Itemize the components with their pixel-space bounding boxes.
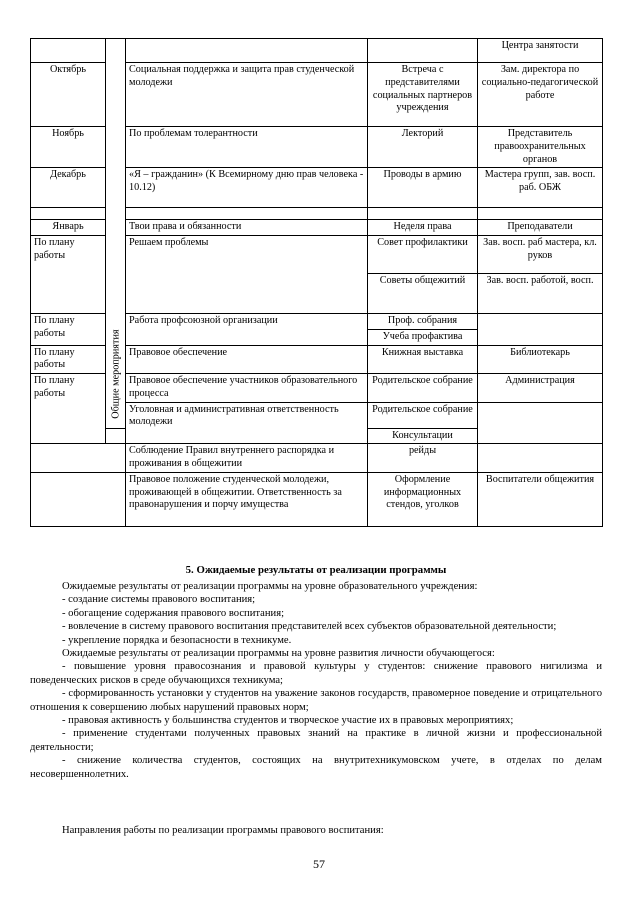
table-cell: Учеба профактива (368, 329, 478, 345)
table-cell: Центра занятости (478, 39, 603, 63)
table-cell (478, 402, 603, 444)
paragraph: - снижение количества студентов, состоящих на внутритехникумовском учете, в отделах по делам несовершеннолетних. (30, 755, 602, 780)
results-text (30, 580, 602, 781)
table-row (31, 472, 603, 526)
table-cell: Оформление информационных стендов, уголков (368, 472, 478, 526)
paragraph: - применение студентами полученных правовых знаний на практике в личной жизни и профессиональной деятельности; (30, 728, 602, 753)
events-table (30, 38, 603, 527)
table-cell: Родительское собрание (368, 374, 478, 403)
table-cell: Правовое обеспечение участников образовательного процесса (126, 374, 368, 403)
paragraph: - укрепление порядка и безопасности в техникуме. (62, 634, 292, 646)
table-cell (478, 314, 603, 346)
vertical-label: Общие мероприятия (110, 329, 122, 419)
paragraph: Ожидаемые результаты от реализации программы на уровне развития личности обучающегося: (62, 648, 495, 660)
table-cell: По плану работы (31, 314, 106, 346)
table-cell: Советы общежитий (368, 274, 478, 314)
table-cell: Совет профилактики (368, 236, 478, 274)
table-cell: Решаем проблемы (126, 236, 368, 314)
table-cell: Правовое положение студенческой молодежи, проживающей в общежитии. Ответственность за правонарушения и порчу имущества (126, 472, 368, 526)
table-cell: Неделя права (368, 220, 478, 236)
table-cell: Проводы в армию (368, 168, 478, 208)
table-cell: Книжная выставка (368, 345, 478, 374)
table-cell (31, 208, 106, 220)
table-cell: Родительское собрание (368, 402, 478, 428)
table-cell (126, 39, 368, 63)
table-cell: По проблемам толерантности (126, 127, 368, 168)
table-cell: По плану работы (31, 236, 106, 314)
table-cell (368, 208, 478, 220)
table-cell: Соблюдение Правил внутреннего распорядка и проживания в общежитии (126, 444, 368, 473)
paragraph: Ожидаемые результаты от реализации программы на уровне образовательного учреждения: (62, 581, 478, 592)
table-cell (478, 208, 603, 220)
table-cell: Воспитатели общежития (478, 472, 603, 526)
table-cell: Работа профсоюзной организации (126, 314, 368, 346)
table-cell (31, 472, 126, 526)
table-cell: Уголовная и административная ответственность молодежи (126, 402, 368, 444)
table-cell (478, 444, 603, 473)
table-cell: Декабрь (31, 168, 106, 208)
table-cell (31, 39, 106, 63)
table-row (31, 39, 603, 63)
paragraph: - правовая активность у большинства студентов и творческое участие их в правовых мероприятиях; (62, 715, 514, 727)
table-cell: Ноябрь (31, 127, 106, 168)
table-cell: рейды (368, 444, 478, 473)
table-cell: Зам. директора по социально-педагогической работе (478, 63, 603, 127)
paragraph: - повышение уровня правосознания и правовой культуры у студентов: снижение правового нигилизма и поведенческих рисков в среде обучающихся техникума; (30, 661, 602, 686)
table-cell (106, 428, 126, 444)
table-cell: «Я – гражданин» (К Всемирному дню прав человека - 10.12) (126, 168, 368, 208)
paragraph: - создание системы правового воспитания; (62, 594, 256, 606)
closing-text (30, 824, 602, 837)
table-cell: Зав. восп. работой, восп. (478, 274, 603, 314)
table-cell: Зав. восп. раб мастера, кл. руков (478, 236, 603, 274)
table-cell: Январь (31, 220, 106, 236)
table-cell: Консультации (368, 428, 478, 444)
table-row (31, 444, 603, 473)
table-cell: Правовое обеспечение (126, 345, 368, 374)
table-cell (368, 39, 478, 63)
paragraph: Направления работы по реализации программы правового воспитания: (62, 825, 384, 836)
table-cell: Октябрь (31, 63, 106, 127)
table-cell: Мастера групп, зав. восп. раб. ОБЖ (478, 168, 603, 208)
table-cell: Проф. собрания (368, 314, 478, 330)
table-cell: Лекторий (368, 127, 478, 168)
table-cell (31, 444, 126, 473)
section-title: 5. Ожидаемые результаты от реализации программы (185, 564, 447, 576)
table-cell: Библиотекарь (478, 345, 603, 374)
table-cell: Социальная поддержка и защита прав студенческой молодежи (126, 63, 368, 127)
paragraph: - сформированность установки у студентов на уважение законов государств, правомерное поведение и отрицательного отношения к совершению любых нарушений правовых норм; (30, 688, 602, 713)
table-cell: По плану работы (31, 345, 106, 374)
table-cell: Твои права и обязанности (126, 220, 368, 236)
table-cell: Преподаватели (478, 220, 603, 236)
vertical-label-cell (106, 39, 126, 429)
table-cell: Представитель правоохранительных органов (478, 127, 603, 168)
paragraph: - обогащение содержания правового воспитания; (62, 607, 285, 619)
table-cell: Встреча с представителями социальных партнеров учреждения (368, 63, 478, 127)
table-cell: По плану работы (31, 374, 106, 444)
page-number: 57 (313, 857, 325, 871)
paragraph: - вовлечение в систему правового воспитания представителей всех субъектов образовательной деятельности; (62, 621, 557, 633)
table-cell: Администрация (478, 374, 603, 403)
table-cell (126, 208, 368, 220)
